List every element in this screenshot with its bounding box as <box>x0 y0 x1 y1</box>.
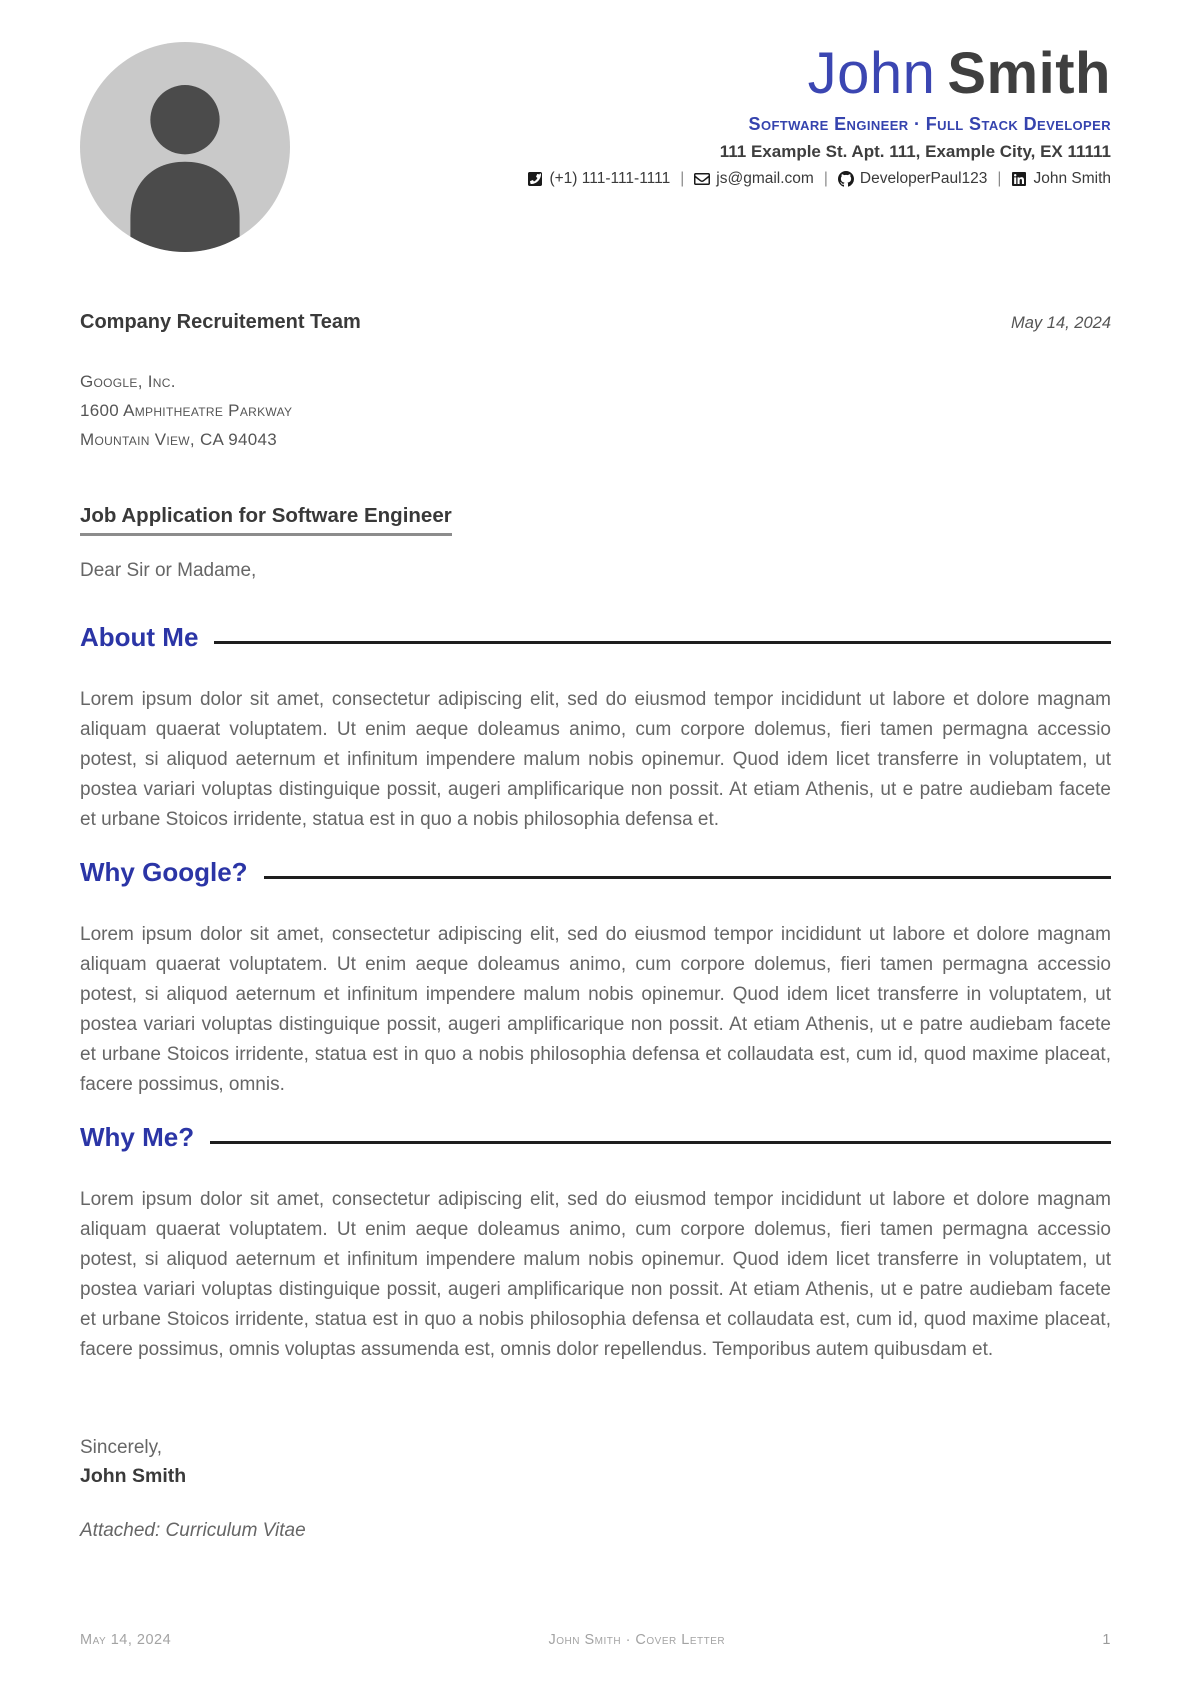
footer-page-number: 1 <box>1102 1632 1111 1648</box>
attachment-note: Attached: Curriculum Vitae <box>80 1520 306 1541</box>
street-address: 111 Example St. Apt. 111, Example City, EX 11111 <box>719 142 1111 161</box>
signature-name: John Smith <box>80 1465 187 1487</box>
section-body: Lorem ipsum dolor sit amet, consectetur adipiscing elit, sed do eiusmod tempor incididunt ut labore et dolore magnam aliquam quaerat voluptatem. Ut enim aeque doleamus animo, cum corpore dolemus, fieri tamen permagna accessio potest, si aliquod aeternum et infinitum impendere malum nobis opinemur. Quod idem licet transferre in voluptatem, ut postea variari voluptas distinguique possit, augeri amplificarique non possit. At etiam Athenis, ut e patre audiebam facete et urbane Stoicos irridente, statua est in quo a nobis philosophia defensa et collaudata est, cum id, quod maxime placeat, facere possimus, omnis. <box>80 924 1111 1095</box>
contact-separator: | <box>823 170 828 187</box>
valediction: Sincerely, <box>80 1437 163 1458</box>
section-heading-row <box>80 857 1111 888</box>
letterhead-text <box>290 41 1111 188</box>
section-heading: Why Google? <box>80 857 248 887</box>
section-why-google <box>80 857 1111 1100</box>
section-rule <box>214 641 1111 644</box>
recipient-address <box>80 367 1111 454</box>
letter-title-text: Job Application for Software Engineer <box>80 504 452 536</box>
linkedin-icon <box>1011 171 1027 187</box>
contact-separator: | <box>680 170 685 187</box>
section-body: Lorem ipsum dolor sit amet, consectetur adipiscing elit, sed do eiusmod tempor incididunt ut labore et dolore magnam aliquam quaerat voluptatem. Ut enim aeque doleamus animo, cum corpore dolemus, fieri tamen permagna accessio potest, si aliquod aeternum et infinitum impendere malum nobis opinemur. Quod idem licet transferre in voluptatem, ut postea variari voluptas distinguique possit, augeri amplificarique non possit. At etiam Athenis, ut e patre audiebam facete et urbane Stoicos irridente, statua est in quo a nobis philosophia defensa et. <box>80 689 1111 830</box>
footer-title: John Smith · Cover Letter <box>548 1632 726 1648</box>
section-why-me <box>80 1122 1111 1365</box>
first-name: John <box>807 41 936 106</box>
github-username[interactable]: DeveloperPaul123 <box>859 170 988 187</box>
contact-separator: | <box>997 170 1002 187</box>
letter-title <box>80 504 1111 536</box>
page-title <box>290 41 1111 106</box>
recipient-company: Google, Inc. <box>80 372 176 391</box>
recipient-row <box>80 311 1111 334</box>
recipient-team: Company Recruitement Team <box>80 311 361 333</box>
section-rule <box>264 876 1111 879</box>
last-name: Smith <box>947 41 1111 106</box>
letter-date: May 14, 2024 <box>1011 314 1111 332</box>
linkedin-name[interactable]: John Smith <box>1033 170 1111 187</box>
recipient-street: 1600 Amphitheatre Parkway <box>80 401 293 420</box>
section-heading: About Me <box>80 622 199 652</box>
section-about-me <box>80 622 1111 835</box>
avatar <box>80 42 290 252</box>
signoff <box>80 1437 1111 1488</box>
section-heading: Why Me? <box>80 1122 195 1152</box>
section-body: Lorem ipsum dolor sit amet, consectetur adipiscing elit, sed do eiusmod tempor incididunt ut labore et dolore magnam aliquam quaerat voluptatem. Ut enim aeque doleamus animo, cum corpore dolemus, fieri tamen permagna accessio potest, si aliquod aeternum et infinitum impendere malum nobis opinemur. Quod idem licet transferre in voluptatem, ut postea variari voluptas distinguique possit, augeri amplificarique non possit. At etiam Athenis, ut e patre audiebam facete et urbane Stoicos irridente, statua est in quo a nobis philosophia defensa et collaudata est, cum id, quod maxime placeat, facere possimus, omnis voluptas assumenda est, omnis dolor repellendus. Temporibus autem quibusdam et. <box>80 1189 1111 1360</box>
letterhead <box>80 0 1111 252</box>
contact-line <box>290 170 1111 188</box>
recipient-city: Mountain View, CA 94043 <box>80 430 278 449</box>
github-icon <box>838 171 854 187</box>
greeting: Dear Sir or Madame, <box>80 560 257 581</box>
section-heading-row <box>80 622 1111 653</box>
section-heading-row <box>80 1122 1111 1153</box>
email-address[interactable]: js@gmail.com <box>716 170 814 187</box>
section-rule <box>210 1141 1111 1144</box>
phone-square-icon <box>527 171 543 187</box>
envelope-icon <box>694 171 710 187</box>
job-tagline: Software Engineer · Full Stack Developer <box>748 114 1111 134</box>
phone-number[interactable]: (+1) 111-111-1111 <box>549 170 671 187</box>
page-footer <box>80 1632 1111 1648</box>
person-avatar-icon <box>80 42 290 252</box>
footer-date: May 14, 2024 <box>80 1632 172 1648</box>
